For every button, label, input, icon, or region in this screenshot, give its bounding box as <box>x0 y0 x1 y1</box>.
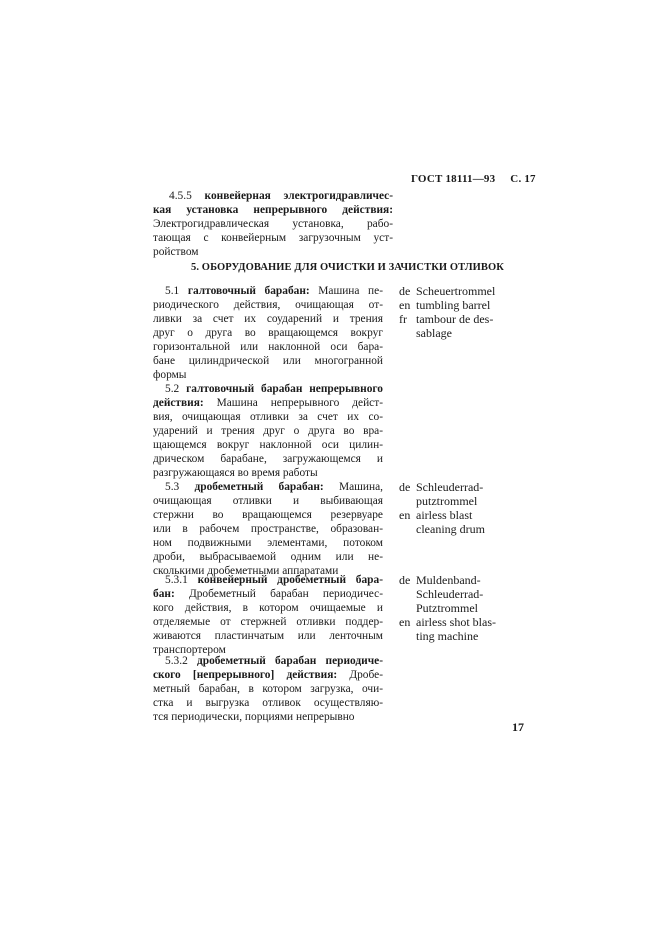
translated-term: cleaning drum <box>416 522 485 536</box>
text-line <box>153 298 383 312</box>
text-run: риодического действия, очищающая от- <box>153 299 383 311</box>
page-header <box>411 173 536 185</box>
translated-term: Schleuderrad- <box>416 587 484 601</box>
text-line <box>153 354 383 368</box>
text-line <box>153 550 383 564</box>
text-line <box>153 382 383 396</box>
translated-term: tumbling barrel <box>416 298 491 312</box>
page-folio: 17 <box>512 720 524 734</box>
text-run: Электрогидравлическая установка, рабо- <box>153 218 393 230</box>
term-bold: дробеметный барабан периодиче- <box>196 655 383 667</box>
translated-term: Scheuertrommel <box>416 284 496 298</box>
translated-term: airless blast <box>416 508 473 522</box>
text-line <box>153 615 383 629</box>
text-run: сколькими дробеметными аппаратами <box>153 565 339 577</box>
text-run: кого действия, в котором очищаемые и <box>153 602 383 614</box>
text-line <box>153 245 393 259</box>
translation-row <box>399 312 495 326</box>
term-bold: дробеметный барабан: <box>194 481 324 493</box>
text-run: щающемся вокруг наклонной оси цилин- <box>153 439 383 451</box>
text-run: друг о друга во вращающемся вокруг <box>153 327 383 339</box>
term-bold: бан: <box>153 588 175 600</box>
translated-term: Muldenband- <box>416 573 481 587</box>
text-line <box>153 654 383 668</box>
translation-row <box>399 284 495 298</box>
text-run: или в рабочем пространстве, образован- <box>153 523 383 535</box>
text-line <box>153 522 383 536</box>
text-line <box>153 682 383 696</box>
text-run: Машина, <box>323 481 384 493</box>
text-run: стержни во вращающемся резервуаре <box>153 509 383 521</box>
text-run: Дробе- <box>337 669 383 681</box>
text-run: 5.3.2 <box>165 655 197 667</box>
translations-5-3 <box>399 480 485 536</box>
term-bold: кая установка непрерывного действия: <box>153 204 393 216</box>
text-line <box>153 396 383 410</box>
text-line <box>153 340 383 354</box>
entry-4-5-5 <box>153 189 393 259</box>
term-bold: действия: <box>153 397 204 409</box>
text-run: бане цилиндрической или многогранной <box>153 355 383 367</box>
text-line <box>153 231 393 245</box>
entry-5-3-2 <box>153 654 383 724</box>
text-line <box>153 424 383 438</box>
entry-5-2 <box>153 382 383 480</box>
translation-row <box>399 494 485 508</box>
text-run: стка и выгрузка отливок осуществляю- <box>153 697 383 709</box>
term-bold: ского [непрерывного] действия: <box>153 669 338 681</box>
translations-5-1 <box>399 284 495 340</box>
text-line <box>153 668 383 682</box>
term-bold: галтовочный барабан непрерывного <box>186 383 383 395</box>
language-code: de <box>399 284 411 298</box>
language-code: en <box>399 508 411 522</box>
translations-5-3-1 <box>399 573 496 643</box>
translation-row <box>399 587 496 601</box>
language-code: fr <box>399 312 407 326</box>
text-run: 4.5.5 <box>169 190 205 202</box>
text-line <box>153 601 383 615</box>
translation-row <box>399 508 485 522</box>
translation-row <box>399 573 496 587</box>
text-line <box>153 284 383 298</box>
text-line <box>153 629 383 643</box>
text-run: ударений и трения друг о друга во вра- <box>153 425 383 437</box>
text-run: 5.3 <box>165 481 195 493</box>
entry-5-3 <box>153 480 383 578</box>
translated-term: sablage <box>416 326 452 340</box>
text-line <box>153 438 383 452</box>
translation-row <box>399 298 495 312</box>
text-run: разгружающаяся во время работы <box>153 467 318 479</box>
text-line <box>153 217 393 231</box>
text-run: отделяемые от стержней отливки поддер- <box>153 616 383 628</box>
language-code: de <box>399 573 411 587</box>
translated-term: putztrommel <box>416 494 478 508</box>
term-bold: конвейерный дробеметный бара- <box>197 574 383 586</box>
translation-row <box>399 601 496 615</box>
text-line <box>153 466 383 480</box>
text-run: 5.3.1 <box>165 574 198 586</box>
section-title: 5. ОБОРУДОВАНИЕ ДЛЯ ОЧИСТКИ И ЗАЧИСТКИ ОТЛИВОК <box>191 262 505 273</box>
text-line <box>153 410 383 424</box>
text-run: Машина пе- <box>309 285 383 297</box>
translated-term: ting machine <box>416 629 479 643</box>
term-bold: галтовочный барабан: <box>187 285 310 297</box>
text-run: дрическом барабане, загружающемся и <box>153 453 383 465</box>
text-run: очищающая отливки и выбивающая <box>153 495 383 507</box>
text-run: живаются пластинчатым или ленточным <box>153 630 383 642</box>
text-run: 5.1 <box>165 285 188 297</box>
language-code <box>399 494 412 508</box>
text-run: Машина непрерывного дейст- <box>203 397 383 409</box>
text-line <box>153 368 383 382</box>
text-line <box>153 573 383 587</box>
text-run: 5.2 <box>165 383 187 395</box>
text-run: метный барабан, в котором загрузка, очи- <box>153 683 383 695</box>
text-run: вия, очищающая отливки за счет их со- <box>153 411 383 423</box>
entry-5-3-1 <box>153 573 383 657</box>
page-number-header: С. 17 <box>510 173 536 185</box>
language-code <box>399 522 412 536</box>
text-line <box>153 696 383 710</box>
translated-term: tambour de des- <box>416 312 494 326</box>
text-line <box>153 480 383 494</box>
text-line <box>153 710 383 724</box>
text-run: Дробеметный барабан периодичес- <box>174 588 383 600</box>
text-run: транспортером <box>153 644 226 656</box>
translation-row <box>399 480 485 494</box>
text-run: ройством <box>153 246 199 258</box>
language-code <box>399 629 412 643</box>
translation-row <box>399 629 496 643</box>
text-line <box>153 508 383 522</box>
text-line <box>153 494 383 508</box>
translated-term: airless shot blas- <box>416 615 496 629</box>
term-bold: конвейерная электрогидравличес- <box>204 190 393 202</box>
translation-row <box>399 615 496 629</box>
text-run: дроби, выбрасываемой одним или не- <box>153 551 383 563</box>
text-line <box>153 189 393 203</box>
text-run: формы <box>153 369 187 381</box>
text-line <box>153 203 393 217</box>
text-line <box>153 452 383 466</box>
entry-5-1 <box>153 284 383 382</box>
language-code: de <box>399 480 411 494</box>
translated-term: Schleuderrad- <box>416 480 484 494</box>
text-run: тающая с конвейерным загрузочным уст- <box>153 232 393 244</box>
language-code <box>399 601 412 615</box>
standard-code: ГОСТ 18111—93 <box>411 173 496 185</box>
text-run: горизонтальной или наклонной оси бара- <box>153 341 383 353</box>
text-line <box>153 312 383 326</box>
language-code <box>399 326 412 340</box>
language-code <box>399 587 412 601</box>
text-run: ливки за счет их соударений и трения <box>153 313 383 325</box>
text-run: тся периодически, порциями непрерывно <box>153 711 355 723</box>
translation-row <box>399 326 495 340</box>
language-code: en <box>399 615 411 629</box>
text-line <box>153 587 383 601</box>
text-line <box>153 536 383 550</box>
text-run: ном подвижными элементами, потоком <box>153 537 383 549</box>
language-code: en <box>399 298 411 312</box>
translation-row <box>399 522 485 536</box>
translated-term: Putztrommel <box>416 601 478 615</box>
text-line <box>153 326 383 340</box>
